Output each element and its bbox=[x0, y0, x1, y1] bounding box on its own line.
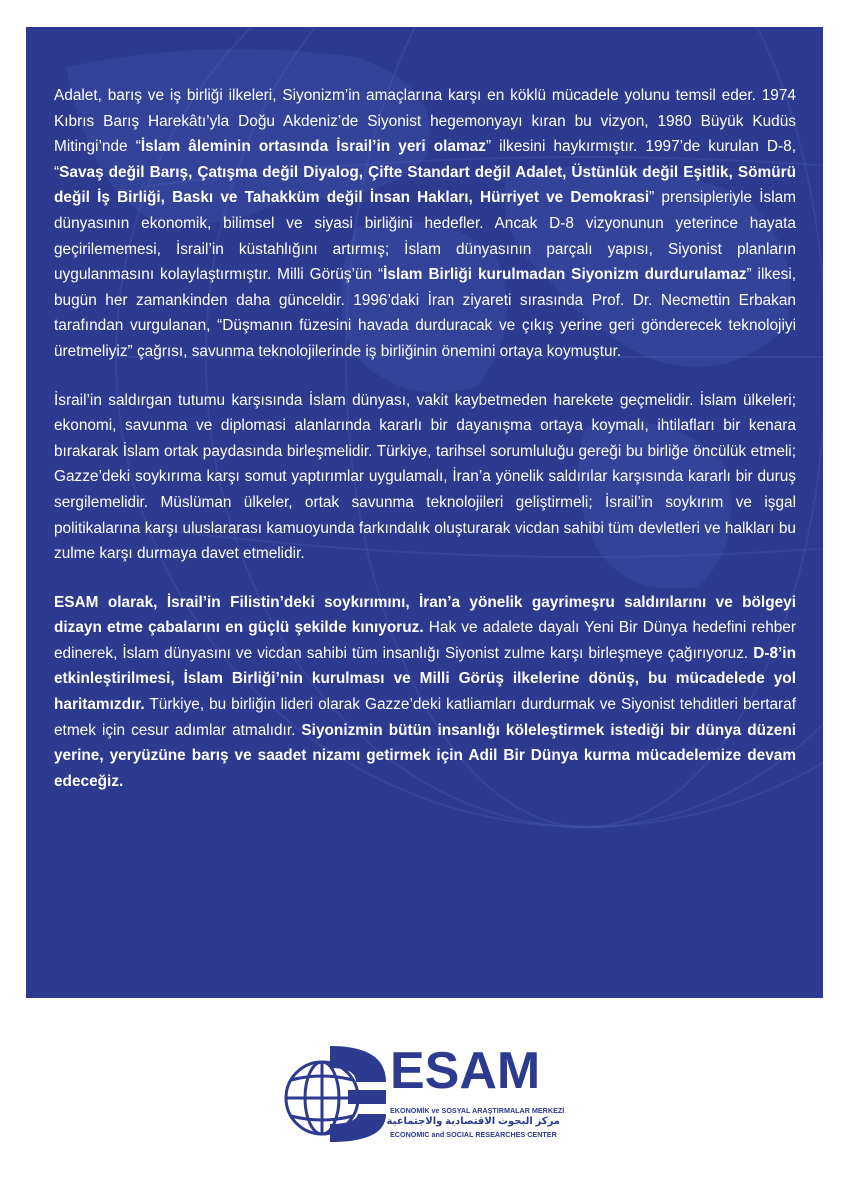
esam-globe-logo-icon bbox=[278, 1040, 390, 1146]
logo-line-tr: EKONOMİK ve SOSYAL ARAŞTIRMALAR MERKEZİ bbox=[390, 1106, 565, 1115]
logo-line-en: ECONOMIC and SOCIAL RESEARCHES CENTER bbox=[390, 1130, 557, 1139]
logo-line-ar: مركز البحوث الاقتصادية والاجتماعية bbox=[386, 1116, 560, 1127]
esam-logo bbox=[278, 1040, 565, 1146]
article-body bbox=[54, 83, 796, 817]
paragraph-2: İsrail’in saldırgan tutumu karşısında İslam dünyası, vakit kaybetmeden harekete geçmelidir. İslam ülkeleri; ekonomi, savunma ve diplomasi alanlarında kararlı bir dayanışma ortaya koymalı, ihtilafları bir kenara bırakarak İslam ortak paydasında birleşmelidir. Türkiye, tarihsel sorumluluğu gereği bu birliğe öncülük etmeli; Gazze’deki soykırıma karşı somut yaptırımlar uygulamalı, İran’a yönelik saldırılar karşısında kararlı bir duruş sergilemelidir. Müslüman ülkeler, ortak savunma teknolojileri geliştirmeli; İsrail’in soykırım ve işgal politikalarına karşı uluslararası kamuoyunda farkındalık oluşturarak vicdan sahibi tüm devletleri ve halkları bu zulme karşı durmaya davet etmelidir. bbox=[54, 391, 796, 563]
paragraph-3: ESAM olarak, İsrail’in Filistin’deki soykırımını, İran’a yönelik gayrimeşru saldırılarını ve bölgeyi dizayn etme çabalarını en güçlü şekilde kınıyoruz. Hak ve adalete dayalı Yeni Bir Dünya hedefini rehber edinerek, İslam dünyasını ve vicdan sahibi tüm insanlığı Siyonist zulme karşı birleşmeye çağırıyoruz. D-8’in etkinleştirilmesi, İslam Birliği’nin kurulması ve Milli Görüş ilkelerine dönüş, bu mücadelede yol haritamızdır. Türkiye, bu birliğin lideri olarak Gazze’deki katliamları durdurmak ve Siyonist tehditleri bertaraf etmek için cesur adımlar atmalıdır. Siyonizmin bütün insanlığı köleleştirmek istediği bir dünya düzeni yerine, yeryüzüne barış ve saadet nizamı getirmek için Adil Bir Dünya kurma mücadelemize devam edeceğiz. bbox=[54, 593, 797, 790]
content-panel bbox=[26, 27, 823, 998]
logo-wordmark: ESAM bbox=[390, 1042, 541, 1100]
paragraph-1: Adalet, barış ve iş birliği ilkeleri, Siyonizm’in amaçlarına karşı en köklü mücadele yolunu temsil eder. 1974 Kıbrıs Barış Harekâtı’yla Doğu Akdeniz’de Siyonist hegemonyayı kıran bu vizyon, 1980 Büyük Kudüs Mitingi’nde “İslam âleminin ortasında İsrail’in yeri olamaz” ilkesini haykırmıştır. 1997’de kurulan D-8, “Savaş değil Barış, Çatışma değil Diyalog, Çifte Standart değil Adalet, Üstünlük değil Eşitlik, Sömürü değil İş Birliği, Baskı ve Tahakküm değil İnsan Hakları, Hürriyet ve Demokrasi” prensipleriyle İslam dünyasının ekonomik, bilimsel ve siyasi birliğini hedefler. Ancak D-8 vizyonunun yeterince hayata geçirilememesi, İsrail’in küstahlığını artırmış; İslam dünyasının parçalı yapısı, Siyonist planların uygulanmasını kolaylaştırmıştır. Milli Görüş’ün “İslam Birliği kurulmadan Siyonizm durdurulamaz” ilkesi, bugün her zamankinden daha günceldir. 1996’daki İran ziyareti sırasında Prof. Dr. Necmettin Erbakan tarafından vurgulanan, “Düşmanın füzesini havada durduracak ve çıkış yerine geri gönderecek teknolojiyi üretmeliyiz” çağrısı, savunma teknolojilerinde iş birliğinin önemini ortaya koymuştur. bbox=[54, 87, 797, 360]
